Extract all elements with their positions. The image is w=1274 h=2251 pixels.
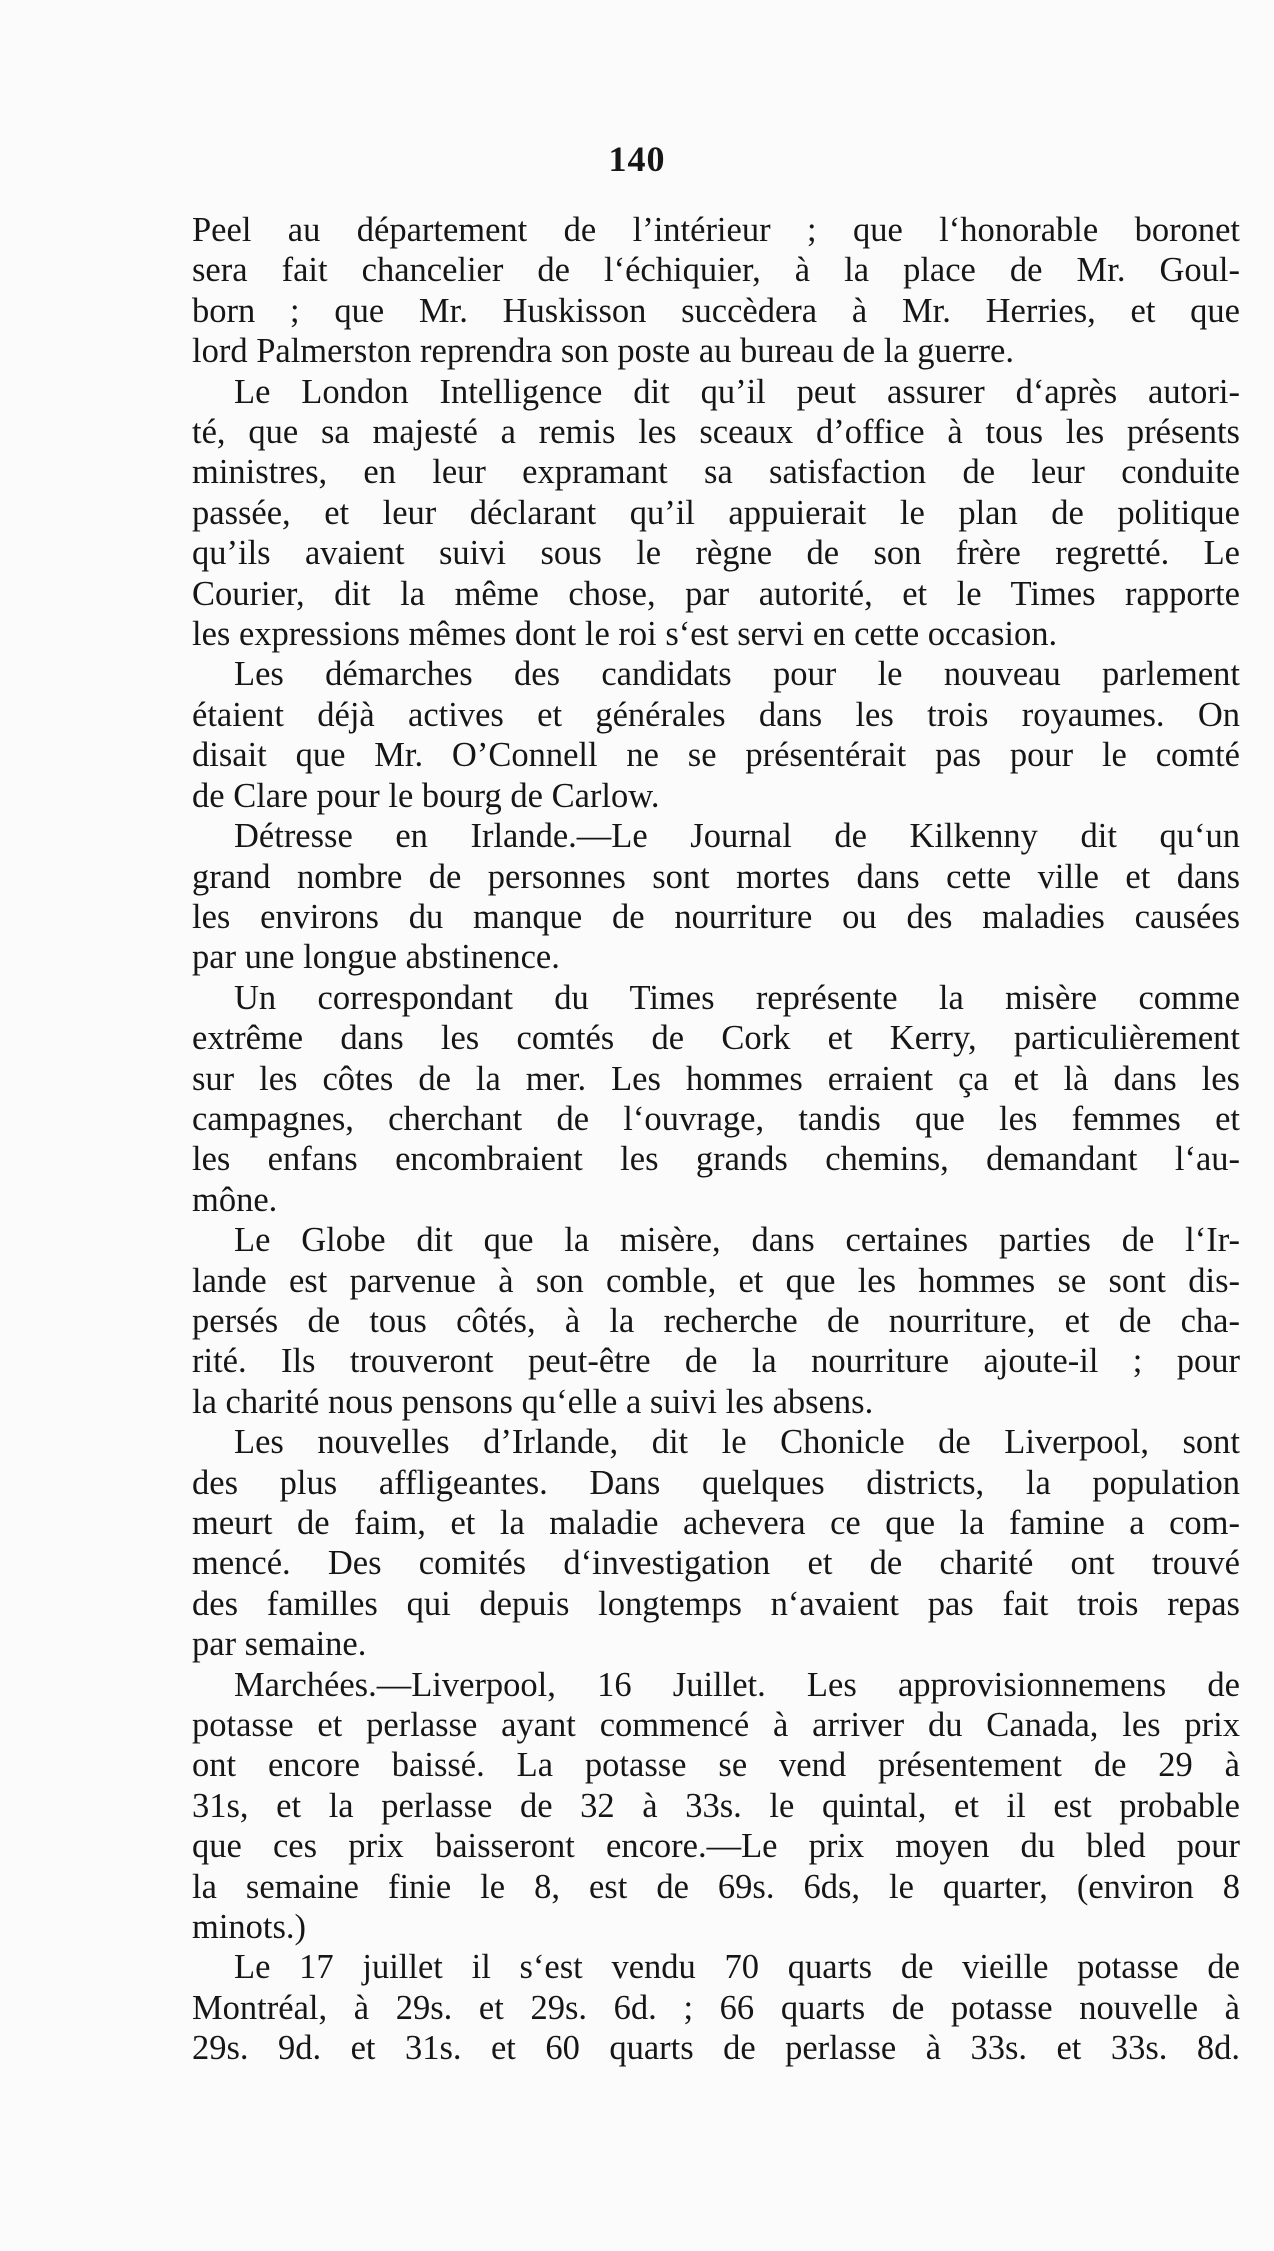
text-line: rité. Ils trouveront peut-être de la nourriture ajoute-il ; pour (192, 1342, 1240, 1381)
text-line: ministres, en leur expramant sa satisfaction de leur conduite (192, 453, 1240, 492)
text-line: meurt de faim, et la maladie achevera ce que la famine a com- (192, 1504, 1240, 1542)
text-line: les environs du manque de nourriture ou des maladies causées (192, 897, 1240, 936)
text-line: minots.) (192, 1908, 307, 1947)
text-line: té, que sa majesté a remis les sceaux d’office à tous les présents (192, 413, 1240, 452)
paragraph-candidates (192, 654, 1240, 816)
page-number: 140 (608, 139, 666, 179)
text-line: mône. (192, 1180, 278, 1219)
text-line: sur les côtes de la mer. Les hommes erraient ça et là dans les (192, 1059, 1240, 1098)
paragraph-potash-sales (192, 1947, 1240, 2068)
text-line: étaient déjà actives et générales dans les trois royaumes. On (192, 695, 1240, 734)
text-line: disait que Mr. O’Connell ne se présentérait pas pour le comté (192, 736, 1240, 775)
text-line: Le London Intelligence dit qu’il peut assurer d‘après autori- (234, 372, 1240, 411)
paragraph-marchees (192, 1665, 1240, 1948)
text-line: Les démarches des candidats pour le nouveau parlement (234, 655, 1240, 694)
text-line: Détresse en Irlande.—Le Journal de Kilkenny dit qu‘un (234, 817, 1240, 856)
text-line: par une longue abstinence. (192, 938, 560, 977)
text-line: passée, et leur déclarant qu’il appuierait le plan de politique (192, 493, 1240, 532)
text-line: des plus affligeantes. Dans quelques districts, la population (192, 1463, 1240, 1502)
text-line: mencé. Des comités d‘investigation et de charité ont trouvé (192, 1544, 1240, 1583)
text-line: la charité nous pensons qu‘elle a suivi les absens. (192, 1382, 874, 1421)
text-line: 31s, et la perlasse de 32 à 33s. le quintal, et il est probable (192, 1786, 1240, 1825)
text-line: Montréal, à 29s. et 29s. 6d. ; 66 quarts de potasse nouvelle à (192, 1988, 1240, 2027)
text-line: les enfans encombraient les grands chemins, demandant l‘au- (192, 1140, 1240, 1179)
text-line: ont encore baissé. La potasse se vend présentement de 29 à (192, 1746, 1240, 1785)
text-line: par semaine. (192, 1625, 367, 1664)
text-line: extrême dans les comtés de Cork et Kerry, particulièrement (192, 1019, 1240, 1058)
text-line: Le Globe dit que la misère, dans certaines parties de l‘Ir- (234, 1221, 1240, 1260)
text-line: 29s. 9d. et 31s. et 60 quarts de perlasse à 33s. et 33s. 8d. (192, 2029, 1240, 2068)
text-line: Le 17 juillet il s‘est vendu 70 quarts de vieille potasse de (234, 1948, 1240, 1987)
text-line: Les nouvelles d’Irlande, dit le Chonicle de Liverpool, sont (234, 1423, 1240, 1462)
text-line: potasse et perlasse ayant commencé à arriver du Canada, les prix (192, 1706, 1240, 1745)
text-line: born ; que Mr. Huskisson succèdera à Mr. Herries, et que (192, 291, 1240, 330)
paragraph-times-correspondent (192, 978, 1240, 1220)
text-line: Peel au département de l’intérieur ; que l‘honorable boronet (192, 211, 1240, 249)
paragraph-globe (192, 1220, 1240, 1422)
text-line: de Clare pour le bourg de Carlow. (192, 776, 660, 815)
text-line: qu’ils avaient suivi sous le règne de son frère regretté. Le (192, 534, 1240, 573)
text-line: Courier, dit la même chose, par autorité, et le Times rapporte (192, 574, 1240, 613)
text-line: sera fait chancelier de l‘échiquier, à la place de Mr. Goul- (192, 251, 1240, 290)
paragraph-cabinet-changes (192, 210, 1240, 372)
text-line: Marchées.—Liverpool, 16 Juillet. Les approvisionnemens de (234, 1665, 1240, 1704)
text-line: lord Palmerston reprendra son poste au bureau de la guerre. (192, 332, 1014, 371)
paragraph-london-intelligence (192, 372, 1240, 655)
text-line: campagnes, cherchant de l‘ouvrage, tandis que les femmes et (192, 1099, 1240, 1138)
text-line: des familles qui depuis longtemps n‘avaient pas fait trois repas (192, 1584, 1240, 1623)
paragraph-chonicle-liverpool (192, 1422, 1240, 1664)
text-line: les expressions mêmes dont le roi s‘est servi en cette occasion. (192, 615, 1058, 654)
text-line: persés de tous côtés, à la recherche de nourriture, et de cha- (192, 1301, 1240, 1340)
text-line: la semaine finie le 8, est de 69s. 6ds, le quarter, (environ 8 (192, 1867, 1240, 1906)
text-line: grand nombre de personnes sont mortes dans cette ville et dans (192, 857, 1240, 896)
text-line: que ces prix baisseront encore.—Le prix moyen du bled pour (192, 1827, 1240, 1866)
text-line: lande est parvenue à son comble, et que les hommes se sont dis- (192, 1261, 1240, 1300)
text-line: Un correspondant du Times représente la misère comme (234, 978, 1240, 1017)
body-text (192, 210, 1240, 2069)
paragraph-detresse-irlande (192, 816, 1240, 978)
